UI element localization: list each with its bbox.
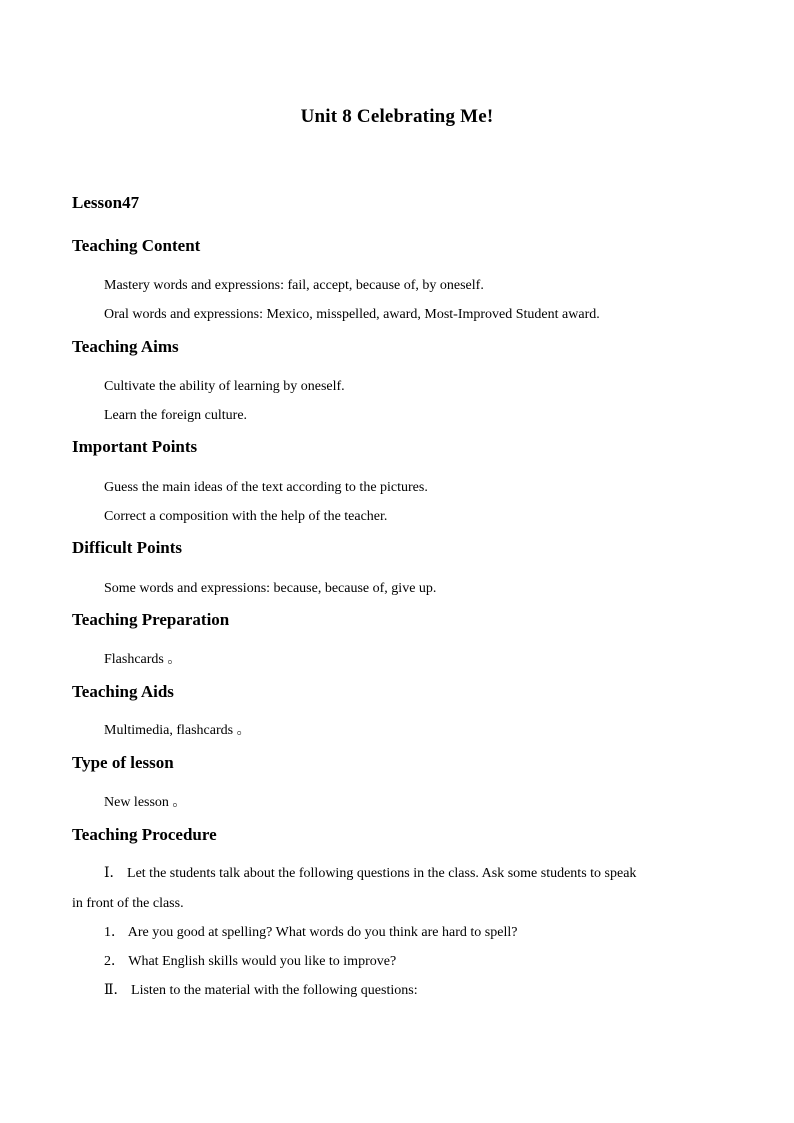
section-heading-teaching-procedure: Teaching Procedure <box>72 825 217 844</box>
section-heading-teaching-content: Teaching Content <box>72 236 201 255</box>
procedure-step-1-line-2: in front of the class. <box>72 896 184 911</box>
important-line-1: Guess the main ideas of the text according to the pictures. <box>104 480 428 495</box>
procedure-step-2: Ⅱ． Listen to the material with the following questions: <box>104 983 418 998</box>
procedure-step-1-line-1: Ⅰ． Let the students talk about the following questions in the class. Ask some students to speak <box>104 866 637 881</box>
preparation-line-1: Flashcards 。 <box>104 652 182 667</box>
aims-line-2: Learn the foreign culture. <box>104 408 248 423</box>
content-line-1: Mastery words and expressions: fail, accept, because of, by oneself. <box>104 278 484 293</box>
procedure-question-2: 2． What English skills would you like to improve? <box>104 954 397 969</box>
important-line-2: Correct a composition with the help of the teacher. <box>104 509 388 524</box>
section-heading-difficult-points: Difficult Points <box>72 538 183 557</box>
section-heading-type-of-lesson: Type of lesson <box>72 753 174 772</box>
section-heading-teaching-aids: Teaching Aids <box>72 682 174 701</box>
procedure-question-1: 1． Are you good at spelling? What words do you think are hard to spell? <box>104 925 518 940</box>
section-heading-teaching-aims: Teaching Aims <box>72 337 179 356</box>
type-line-1: New lesson 。 <box>104 795 187 810</box>
aids-line-1: Multimedia, flashcards 。 <box>104 723 251 738</box>
aims-line-1: Cultivate the ability of learning by oneself. <box>104 379 345 394</box>
difficult-line-1: Some words and expressions: because, because of, give up. <box>104 581 437 596</box>
section-heading-important-points: Important Points <box>72 437 198 456</box>
section-heading-teaching-preparation: Teaching Preparation <box>72 610 230 629</box>
page-title: Unit 8 Celebrating Me! <box>300 106 494 127</box>
lesson-heading: Lesson47 <box>72 193 140 212</box>
content-line-2: Oral words and expressions: Mexico, misspelled, award, Most-Improved Student award. <box>104 307 600 322</box>
